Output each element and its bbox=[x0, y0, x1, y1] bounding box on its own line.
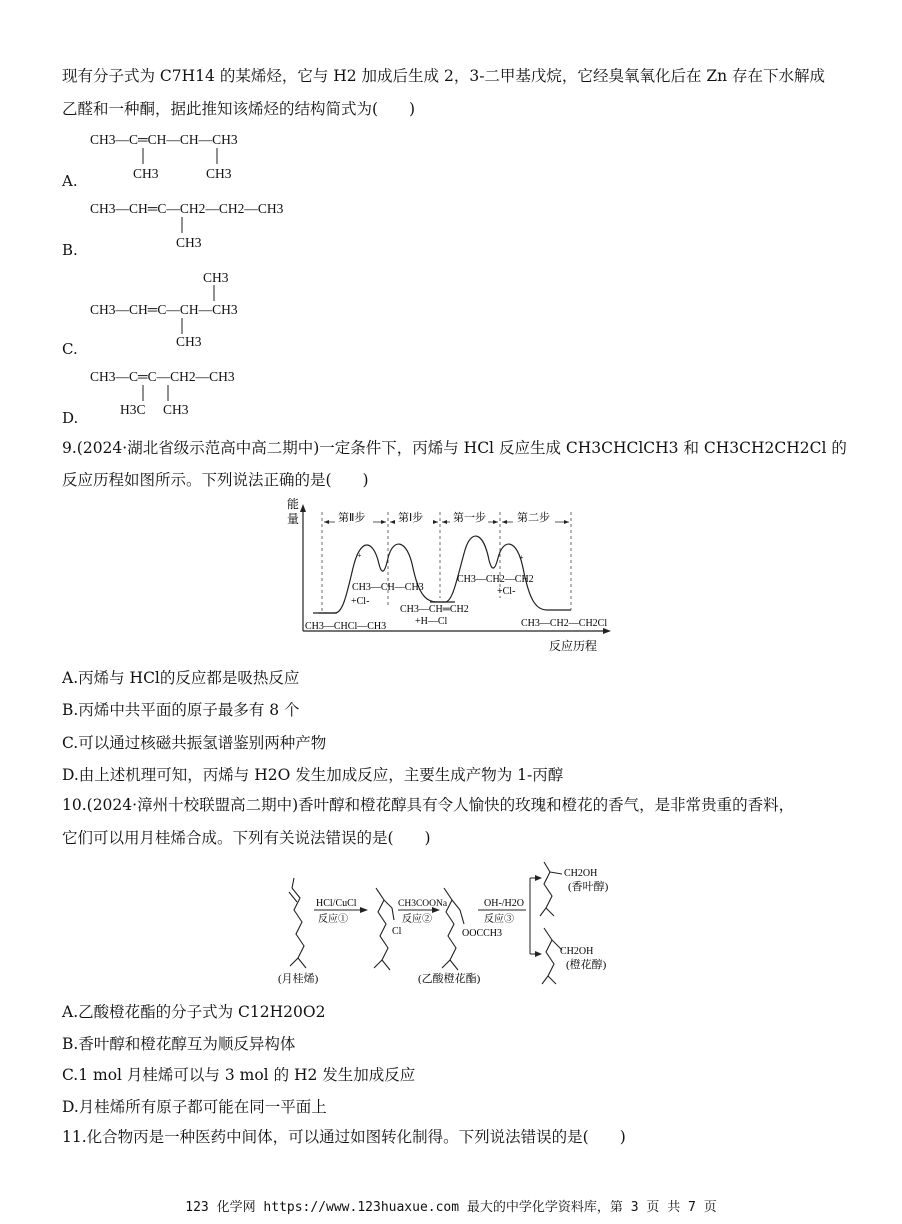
q10-option-c[interactable]: C.1 mol 月桂烯可以与 3 mol 的 H2 发生加成反应 bbox=[62, 1066, 416, 1084]
reaction-2-label: 反应② bbox=[402, 914, 432, 925]
q9-option-a[interactable]: A.丙烯与 HCl的反应都是吸热反应 bbox=[62, 669, 300, 687]
y-axis-arrow-icon bbox=[300, 504, 306, 512]
q8-option-b-label[interactable]: B. bbox=[62, 241, 78, 259]
q8-option-d-methyl-2: CH3 bbox=[163, 402, 189, 417]
q8-option-a-main-chain: CH3—C═CH—CH—CH3 bbox=[90, 132, 238, 147]
right-intermediate-cl: +Cl- bbox=[497, 586, 516, 597]
step-label-1: 第Ⅰ步 bbox=[398, 512, 424, 524]
chloride-cl-label: Cl bbox=[392, 926, 402, 937]
left-product-label: CH3—CHCl—CH3 bbox=[305, 621, 387, 632]
step-label-second: 第二步 bbox=[517, 512, 550, 524]
q10-stem-line2: 它们可以用月桂烯合成。下列有关说法错误的是( ) bbox=[62, 829, 431, 847]
reaction-1-label: 反应① bbox=[318, 914, 348, 925]
q8-stem-line1: 现有分子式为 C7H14 的某烯烃，它与 H2 加成后生成 2，3-二甲基戊烷，它经臭氧氧化后在 Zn 存在下水解成 bbox=[62, 67, 826, 85]
geraniol-skeleton bbox=[540, 862, 552, 916]
q8-option-c-main-chain: CH3—CH═C—CH—CH3 bbox=[90, 302, 238, 317]
q8-option-b-main-chain: CH3—CH═C—CH2—CH2—CH3 bbox=[90, 201, 284, 216]
q8-option-c-bond-top bbox=[90, 285, 290, 303]
q8-option-c-methyl-top: CH3 bbox=[203, 270, 229, 285]
myrcene-skeleton bbox=[290, 888, 304, 966]
myrcene-name: (月桂烯) bbox=[278, 973, 319, 985]
right-product-label: CH3—CH2—CH2Cl bbox=[521, 618, 608, 629]
right-intermediate-plus: + bbox=[519, 553, 524, 562]
y-axis-label-1: 能 bbox=[287, 498, 300, 511]
q8-option-b-bonds bbox=[90, 217, 290, 237]
q8-option-d-methyl-1: H3C bbox=[120, 402, 146, 417]
q9-option-d[interactable]: D.由上述机理可知，丙烯与 H2O 发生加成反应，主要生成产物为 1-丙醇 bbox=[62, 766, 564, 784]
nerol-oh-label: CH2OH bbox=[560, 946, 594, 957]
reactant-label: CH3—CH═CH2 bbox=[400, 604, 469, 615]
q8-option-a-methyl-2: CH3 bbox=[206, 166, 232, 181]
step-label-first: 第一步 bbox=[453, 512, 486, 524]
ester-group-label: OOCCH3 bbox=[462, 928, 503, 939]
q9-option-c[interactable]: C.可以通过核磁共振氢谱鉴别两种产物 bbox=[62, 734, 327, 752]
reactant-hcl-label: +H—Cl bbox=[415, 616, 448, 627]
geraniol-oh-label: CH2OH bbox=[564, 868, 598, 879]
ester-name: (乙酸橙花酯) bbox=[418, 973, 481, 985]
q8-option-a-bonds bbox=[90, 148, 290, 168]
q10-option-b[interactable]: B.香叶醇和橙花醇互为顺反异构体 bbox=[62, 1035, 296, 1053]
q9-option-b[interactable]: B.丙烯中共平面的原子最多有 8 个 bbox=[62, 701, 300, 719]
reagent-3: OH-/H2O bbox=[484, 898, 524, 909]
nerol-skeleton bbox=[542, 928, 554, 984]
synthesis-scheme bbox=[272, 858, 632, 988]
reaction-3-label: 反应③ bbox=[484, 914, 514, 925]
left-intermediate-label: CH3—CH—CH3 bbox=[352, 582, 424, 593]
y-axis-label-2: 量 bbox=[287, 512, 300, 526]
q9-stem-line1: 9.(2024·湖北省级示范高中高二期中)一定条件下，丙烯与 HCl 反应生成 CH3CHClCH3 和 CH3CH2CH2Cl 的 bbox=[62, 439, 847, 457]
q10-option-d[interactable]: D.月桂烯所有原子都可能在同一平面上 bbox=[62, 1098, 327, 1116]
chloride-skeleton bbox=[374, 888, 388, 968]
left-intermediate-plus: + bbox=[357, 551, 362, 560]
q8-option-d-main-chain: CH3—C═C—CH2—CH3 bbox=[90, 369, 235, 384]
energy-diagram bbox=[285, 498, 625, 656]
step-label-2: 第Ⅱ步 bbox=[338, 512, 366, 524]
right-intermediate-label: CH3—CH2—CH2 bbox=[457, 574, 534, 585]
q8-option-b-methyl: CH3 bbox=[176, 235, 202, 250]
nerol-name: (橙花醇) bbox=[566, 959, 607, 971]
reagent-1: HCl/CuCl bbox=[316, 898, 357, 909]
reaction-arrowheads-icon bbox=[360, 875, 542, 957]
q8-option-c-label[interactable]: C. bbox=[62, 340, 78, 358]
x-axis-label: 反应历程 bbox=[549, 639, 598, 653]
reagent-2: CH3COONa bbox=[398, 899, 448, 909]
left-intermediate-cl: +Cl- bbox=[351, 596, 370, 607]
q8-stem-line2: 乙醛和一种酮，据此推知该烯烃的结构简式为( ) bbox=[62, 100, 416, 118]
page-footer: 123 化学网 https://www.123huaxue.com 最大的中学化学资料库，第 3 页 共 7 页 bbox=[185, 1200, 717, 1215]
q9-stem-line2: 反应历程如图所示。下列说法正确的是( ) bbox=[62, 471, 369, 489]
q8-option-d-label[interactable]: D. bbox=[62, 409, 79, 427]
q8-option-a-methyl-1: CH3 bbox=[133, 166, 159, 181]
q8-option-a-label[interactable]: A. bbox=[62, 172, 78, 190]
q11-stem-line1: 11.化合物丙是一种医药中间体，可以通过如图转化制得。下列说法错误的是( ) bbox=[62, 1128, 626, 1146]
q10-stem-line1: 10.(2024·漳州十校联盟高二期中)香叶醇和橙花醇具有令人愉快的玫瑰和橙花的香气，是非常贵重的香料， bbox=[62, 796, 795, 814]
q8-option-c-methyl-bottom: CH3 bbox=[176, 334, 202, 349]
q10-option-a[interactable]: A.乙酸橙花酯的分子式为 C12H20O2 bbox=[62, 1003, 326, 1021]
geraniol-name: (香叶醇) bbox=[568, 881, 609, 893]
